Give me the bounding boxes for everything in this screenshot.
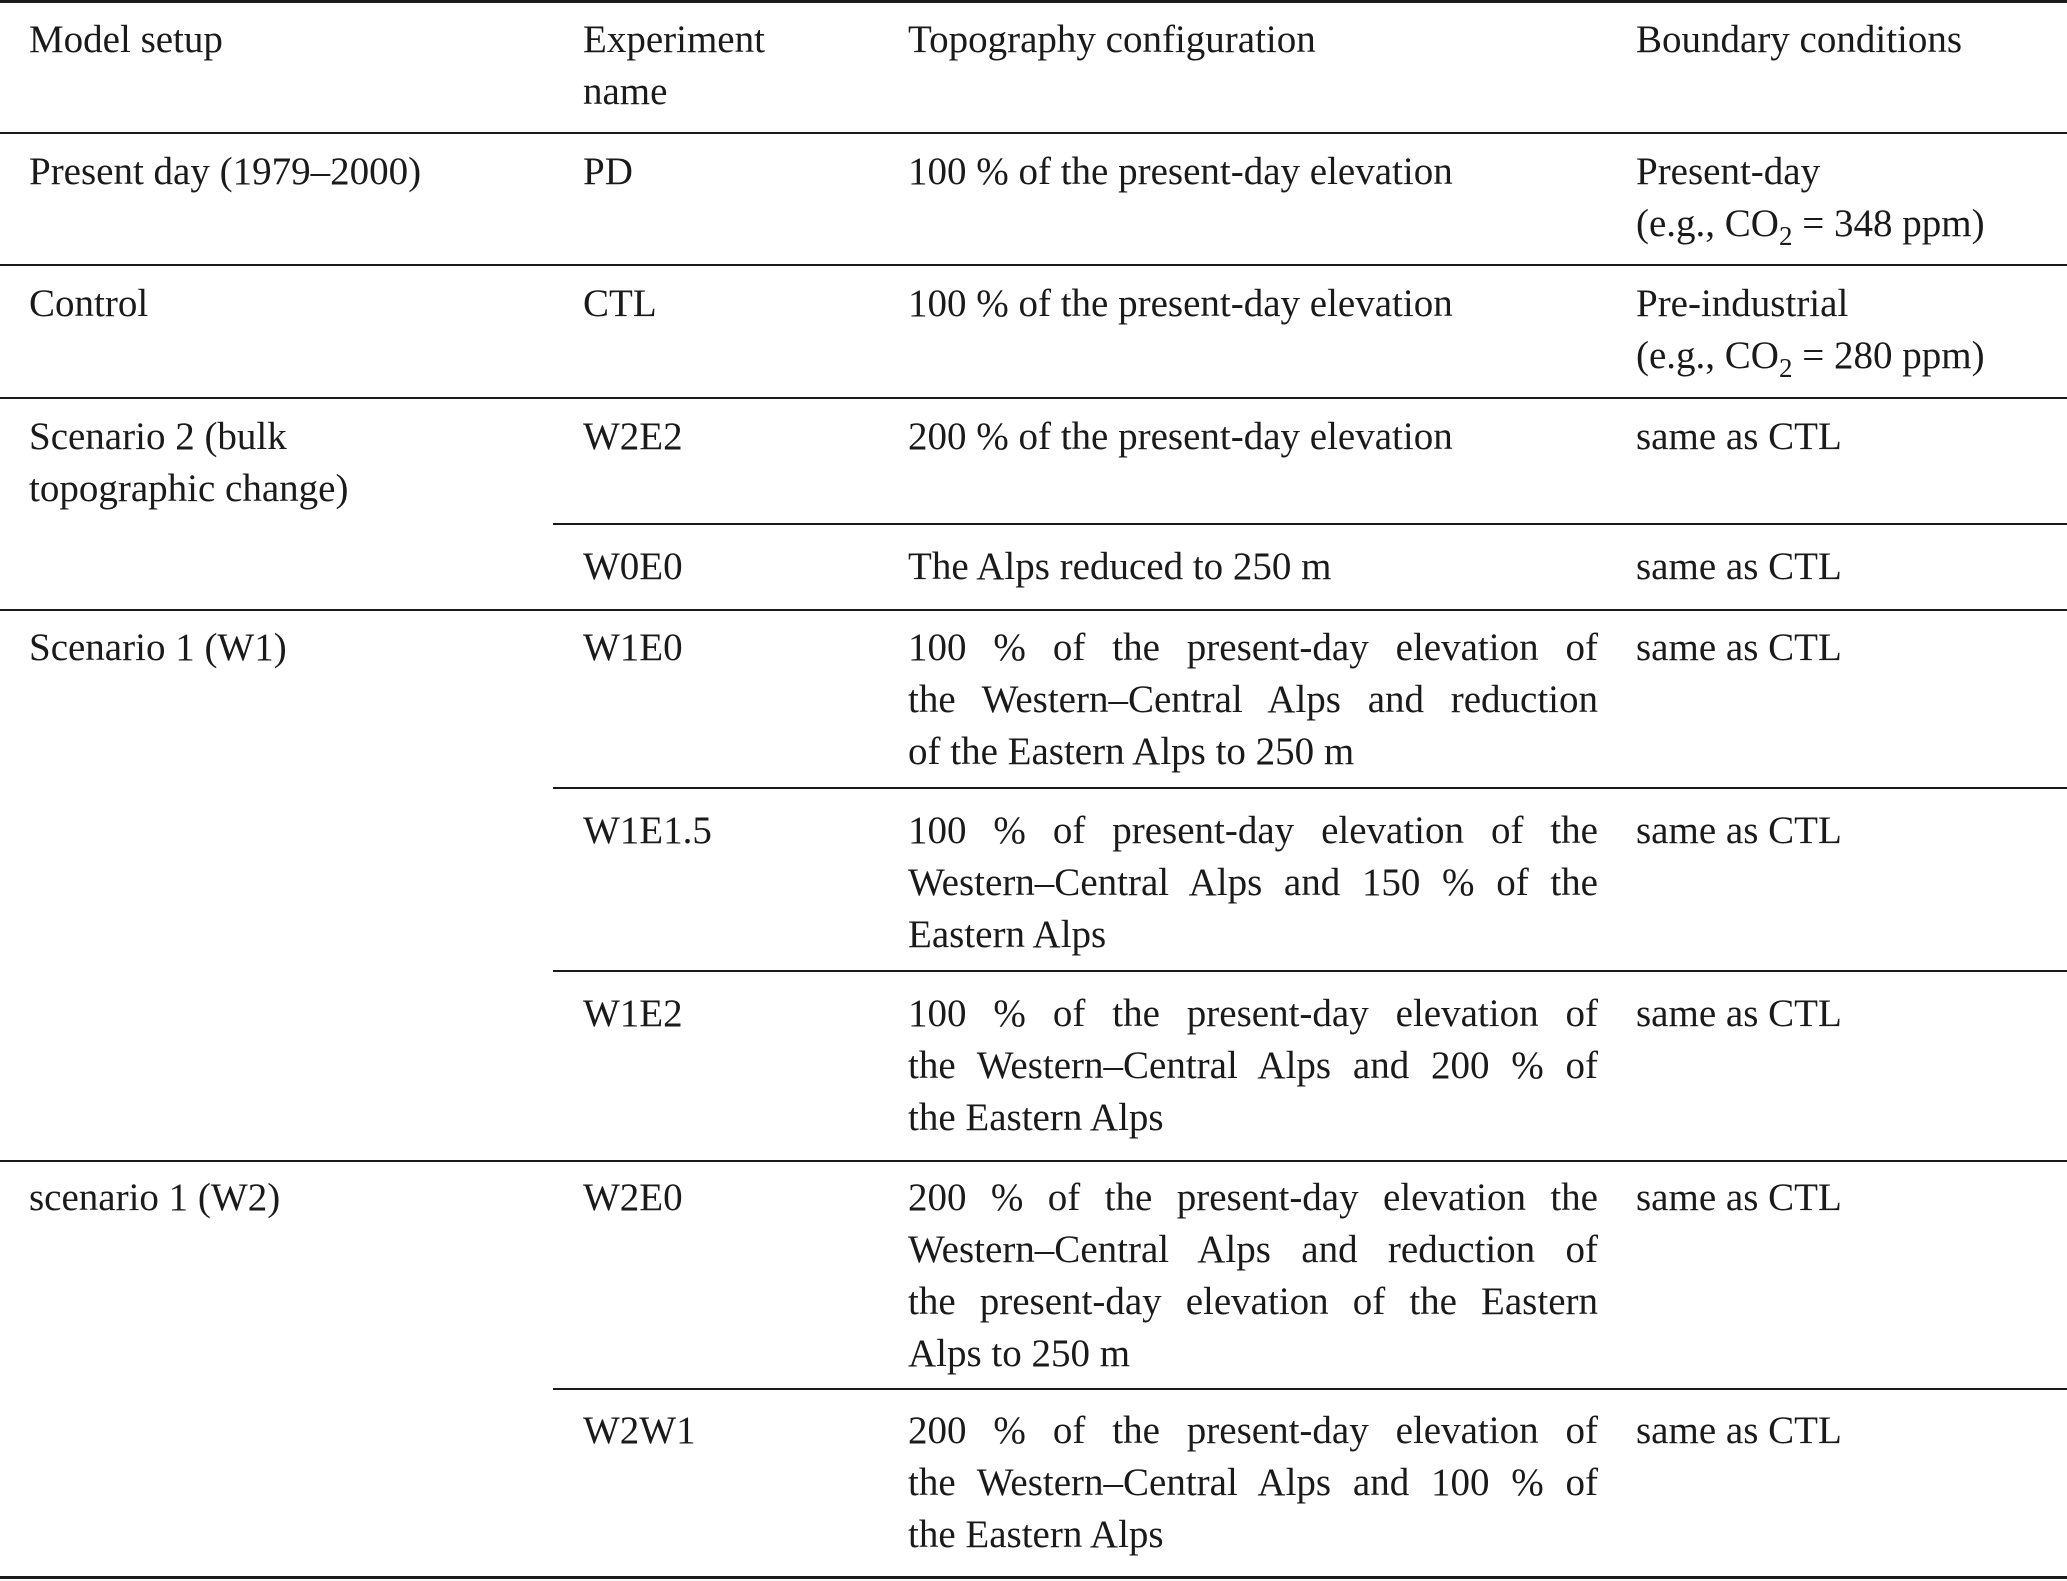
table-row-experiment: PD <box>583 150 633 193</box>
table-row-topography: 100 % of the present-day elevation <box>908 150 1453 193</box>
table-row-topography: 100 % of the present-day elevation of the Western–Central Alps and 200 % of the Eastern Alps <box>908 992 1598 1139</box>
table-row-boundary: same as CTL <box>1636 415 1842 458</box>
header-boundary: Boundary conditions <box>1636 18 1963 61</box>
row-rule <box>0 609 2067 611</box>
table-row-boundary: Pre-industrial (e.g., $CO_2 = 280$ ppm) <box>1636 282 1985 383</box>
table-row-boundary: same as CTL <box>1636 626 1842 669</box>
subrow-rule <box>553 523 2067 525</box>
table-row-boundary: same as CTL <box>1636 1176 1842 1219</box>
table-row-topography: 200 % of the present-day elevation the Western–Central Alps and reduction of the present-day elevation of the Eastern Alps to 250 m <box>908 1176 1598 1375</box>
table-row-experiment: W2E0 <box>583 1176 683 1219</box>
table-row-boundary: same as CTL <box>1636 545 1842 588</box>
table-row-model-setup: Scenario 2 (bulk topographic change) <box>29 415 349 510</box>
table-row-boundary: same as CTL <box>1636 992 1842 1035</box>
subrow-rule <box>553 1388 2067 1390</box>
table-row-topography: 100 % of the present-day elevation of the Western–Central Alps and reduction of the Eastern Alps to 250 m <box>908 626 1598 773</box>
header-bottom-rule <box>0 132 2067 134</box>
row-rule <box>0 1160 2067 1162</box>
subrow-rule <box>553 970 2067 972</box>
table-row-topography: 100 % of present-day elevation of the Western–Central Alps and 150 % of the Eastern Alps <box>908 809 1598 956</box>
row-rule <box>0 397 2067 399</box>
subrow-rule <box>553 787 2067 789</box>
table-row-model-setup: Present day (1979–2000) <box>29 150 422 193</box>
table-row-experiment: W1E1.5 <box>583 809 712 852</box>
table-row-boundary: Present-day (e.g., $CO_2 = 348$ ppm) <box>1636 150 1985 251</box>
table-row-experiment: W0E0 <box>583 545 683 588</box>
table-row-experiment: W2E2 <box>583 415 683 458</box>
table-top-rule <box>0 0 2067 3</box>
header-model-setup: Model setup <box>29 18 223 61</box>
table-row-model-setup: scenario 1 (W2) <box>29 1176 281 1219</box>
table-row-experiment: W1E0 <box>583 626 683 669</box>
table-row-model-setup: Scenario 1 (W1) <box>29 626 287 669</box>
table-row-experiment: CTL <box>583 282 657 325</box>
table-row-boundary: same as CTL <box>1636 1409 1842 1452</box>
table-row-experiment: W2W1 <box>583 1409 696 1452</box>
table-row-topography: 200 % of the present-day elevation <box>908 415 1453 458</box>
table-bottom-rule <box>0 1576 2067 1579</box>
table-row-boundary: same as CTL <box>1636 809 1842 852</box>
table-row-experiment: W1E2 <box>583 992 683 1035</box>
header-experiment-name: Experiment name <box>583 18 765 113</box>
table-row-model-setup: Control <box>29 282 149 325</box>
table-row-topography: The Alps reduced to 250 m <box>908 545 1332 588</box>
row-rule <box>0 264 2067 266</box>
table-row-topography: 100 % of the present-day elevation <box>908 282 1453 325</box>
header-topography: Topography configuration <box>908 18 1316 61</box>
table-row-topography: 200 % of the present-day elevation of the Western–Central Alps and 100 % of the Eastern Alps <box>908 1409 1598 1556</box>
